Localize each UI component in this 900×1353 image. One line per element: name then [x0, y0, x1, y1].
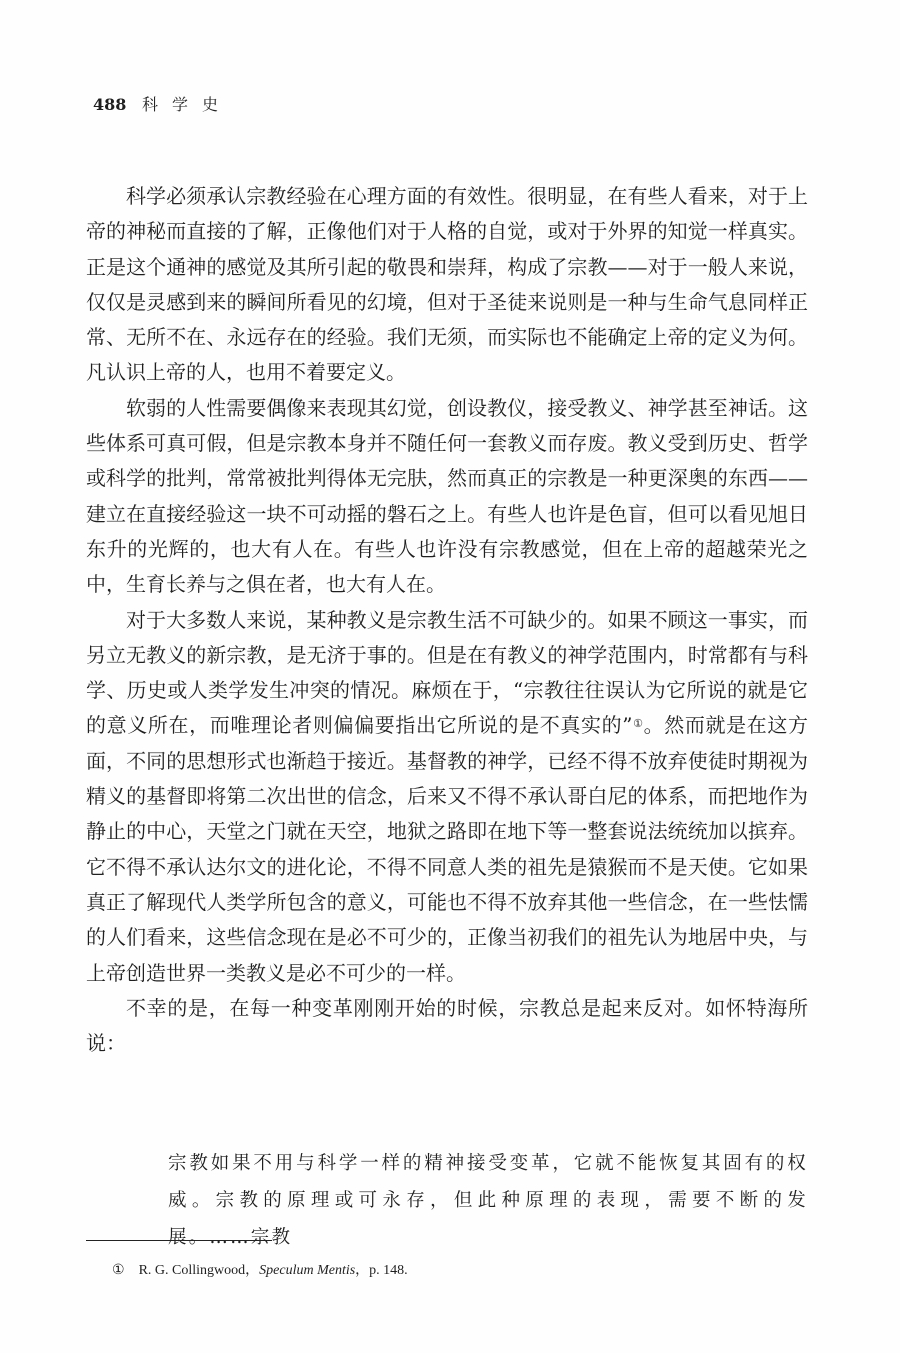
- running-title: 科学史: [141, 95, 232, 114]
- paragraph-3-part-1: 对于大多数人来说，某种教义是宗教生活不可缺少的。如果不顾这一事实，而另立无教义的新宗教，是无济于事的。但是在有教义的神学范围内，时常都有与科学、历史或人类学发生冲突的情况。麻烦在于，“宗教往往误认为它所说的就是它的意义所在，而唯理论者则偏偏要指出它所说的是不真实的”: [86, 607, 808, 738]
- footnote-page: ，p. 148.: [355, 1263, 408, 1278]
- footnote-divider: [86, 1240, 272, 1241]
- quote-text-content: 宗教如果不用与科学一样的精神接受变革，它就不能恢复其固有的权威。宗教的原理或可永存，但此种原理的表现，需要不断的发展。……宗教: [168, 1153, 808, 1248]
- footnote-reference: ①: [632, 717, 644, 731]
- page-header: [93, 92, 232, 115]
- page-number: 488: [93, 95, 127, 114]
- paragraph-2: 软弱的人性需要偶像来表现其幻觉，创设教仪，接受教义、神学甚至神话。这些体系可真可假，但是宗教本身并不随任何一套教义而存废。教义受到历史、哲学或科学的批判，常常被批判得体无完肤，然而真正的宗教是一种更深奥的东西——建立在直接经验这一块不可动摇的磐石之上。有些人也许是色盲，但可以看见旭日东升的光辉的，也大有人在。有些人也许没有宗教感觉，但在上帝的超越荣光之中，生育长养与之俱在者，也大有人在。: [86, 395, 808, 597]
- footnote: [112, 1259, 408, 1279]
- paragraph-4: 不幸的是，在每一种变革刚刚开始的时候，宗教总是起来反对。如怀特海所说：: [86, 995, 808, 1056]
- footnote-work-title: Speculum Mentis: [259, 1263, 356, 1278]
- footnote-author: R. G. Collingwood，: [138, 1263, 260, 1278]
- footnote-mark: ①: [112, 1263, 125, 1278]
- paragraph-1: 科学必须承认宗教经验在心理方面的有效性。很明显，在有些人看来，对于上帝的神秘而直接的了解，正像他们对于人格的自觉，或对于外界的知觉一样真实。正是这个通神的感觉及其所引起的敬畏和崇拜，构成了宗教——对于一般人来说，仅仅是灵感到来的瞬间所看见的幻境，但对于圣徒来说则是一种与生命气息同样正常、无所不在、永远存在的经验。我们无须，而实际也不能确定上帝的定义为何。凡认识上帝的人，也用不着要定义。: [86, 184, 808, 385]
- paragraph-3: [86, 603, 808, 991]
- body-text: [86, 179, 808, 1061]
- paragraph-3-part-2: 。然而就是在这方面，不同的思想形式也渐趋于接近。基督教的神学，已经不得不放弃使徒时期视为精义的基督即将第二次出世的信念，后来又不得不承认哥白尼的体系，而把地作为静止的中心，天堂之门就在天空，地狱之路即在地下等一整套说法统统加以摈弃。它不得不承认达尔文的进化论，不得不同意人类的祖先是猿猴而不是天使。它如果真正了解现代人类学所包含的意义，可能也不得不放弃其他一些信念，在一些怯懦的人们看来，这些信念现在是必不可少的，正像当初我们的祖先认为地居中央，与上帝创造世界一类教义是必不可少的一样。: [86, 713, 809, 985]
